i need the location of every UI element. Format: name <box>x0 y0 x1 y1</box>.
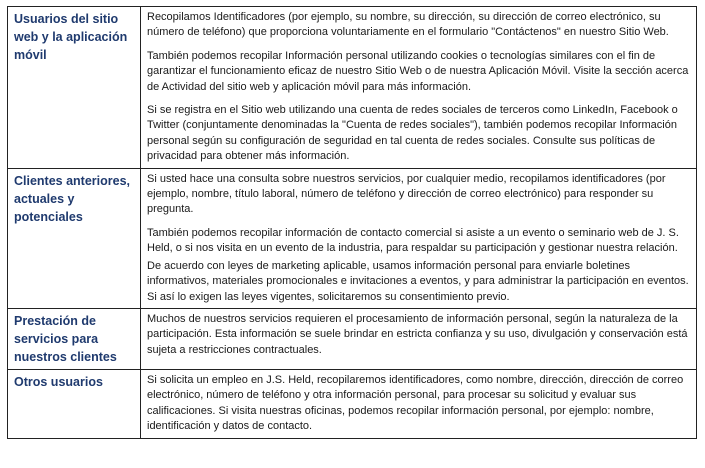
category-label: Clientes anteriores, actuales y potenciales <box>14 173 131 224</box>
table-row <box>8 7 697 169</box>
category-cell <box>8 369 141 438</box>
description-paragraph: También podemos recopilar Información personal utilizando cookies o tecnologías similares con el fin de garantizar el funcionamiento eficaz de nuestro Sitio Web o de nuestra Aplicación Móvil. Visite la sección acerca de Actividad del sitio web y aplicación móvil para más información. <box>147 49 689 93</box>
description-paragraph: De acuerdo con leyes de marketing aplicable, usamos información personal para enviarle boletines informativos, materiales promocionales e invitaciones a eventos, y para administrar la participación en eventos. Si así lo exigen las leyes vigentes, solicitaremos su consentimiento previo. <box>147 259 689 303</box>
description-paragraph: También podemos recopilar información de contacto comercial si asiste a un evento o seminario web de J. S. Held, o si nos visita en un evento de la industria, para respaldar su participación y gestionar nuestra relación. <box>147 226 679 255</box>
table-row <box>8 168 697 308</box>
personal-info-table <box>7 6 697 439</box>
table-row <box>8 369 697 438</box>
description-paragraph: Muchos de nuestros servicios requieren el procesamiento de información personal, según la naturaleza de la participación. Esta información se suele brindar en estricta confianza y su uso, divulgación y conservación está sujeta a restricciones contractuales. <box>147 312 688 356</box>
description-paragraph: Recopilamos Identificadores (por ejemplo, su nombre, su dirección, su dirección de correo electrónico, su número de teléfono) que proporciona voluntariamente en el formulario "Contáctenos" en nuestro Sitio Web. <box>147 11 669 39</box>
category-cell <box>8 7 141 169</box>
description-paragraph: Si se registra en el Sitio web utilizando una cuenta de redes sociales de terceros como LinkedIn, Facebook o Twitter (conjuntamente denominadas la "Cuenta de redes sociales"), también podemos recopilar Información personal según su configuración de seguridad en tal cuenta de redes sociales. Consulte sus políticas de privacidad para obtener más información. <box>147 104 678 163</box>
table-row <box>8 308 697 369</box>
category-cell <box>8 168 141 308</box>
category-label: Otros usuarios <box>14 374 103 389</box>
category-label: Usuarios del sitio web y la aplicación móvil <box>14 12 128 62</box>
description-cell <box>141 369 697 438</box>
description-cell <box>141 168 697 308</box>
description-paragraph: Si usted hace una consulta sobre nuestros servicios, por cualquier medio, recopilamos identificadores (por ejemplo, nombre, título laboral, número de teléfono y dirección de correo electrónico) para responder su pregunta. <box>147 172 666 216</box>
category-cell <box>8 308 141 369</box>
description-cell <box>141 7 697 169</box>
category-label: Prestación de servicios para nuestros clientes <box>14 313 117 364</box>
description-cell <box>141 308 697 369</box>
description-paragraph: Si solicita un empleo en J.S. Held, recopilaremos identificadores, como nombre, dirección, dirección de correo electrónico, número de teléfono y otra información personal, para procesar su solicitud y evaluar sus calificaciones. Si visita nuestras oficinas, podemos recopilar información personal, por ejemplo: nombre, identificación y datos de contacto. <box>147 373 684 433</box>
